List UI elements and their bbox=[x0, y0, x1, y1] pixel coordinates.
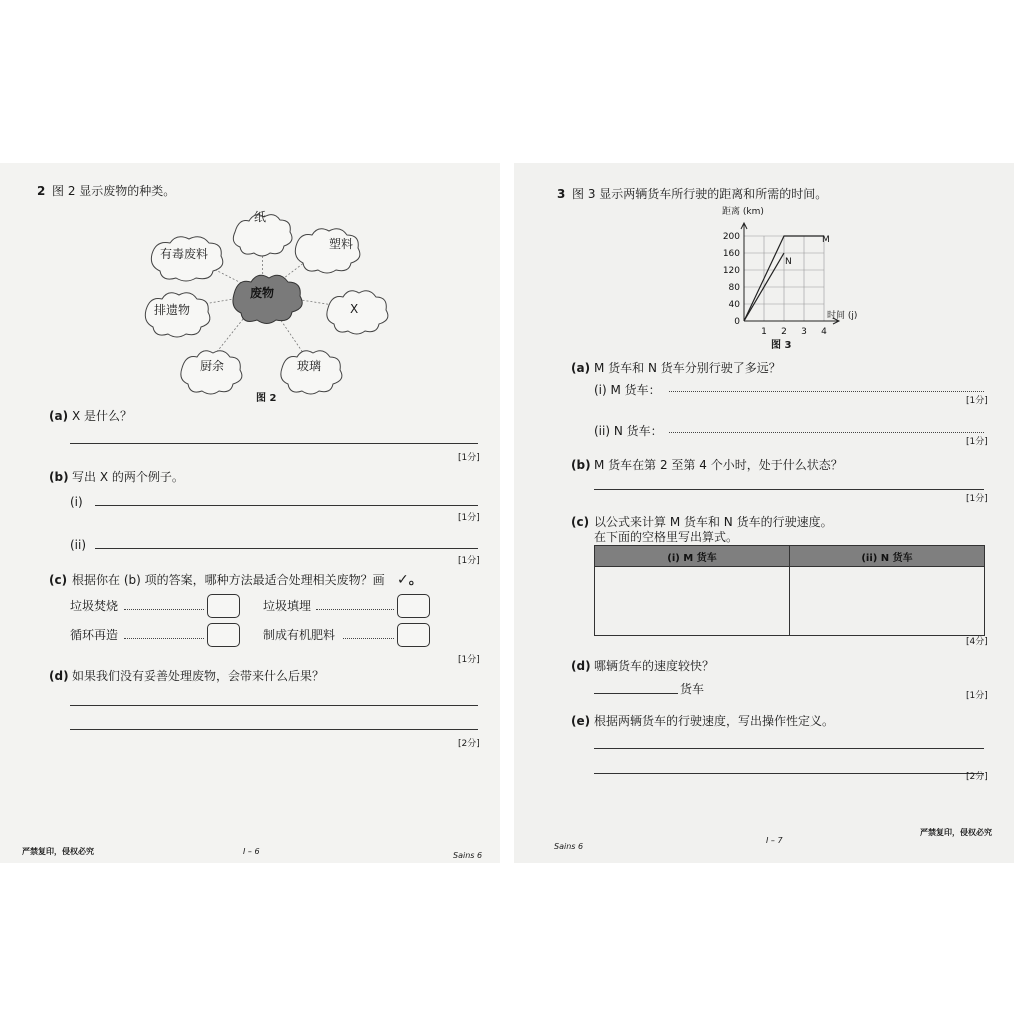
node-center-waste: 废物 bbox=[250, 286, 275, 300]
answer-line-d-1[interactable] bbox=[70, 705, 478, 706]
marks-a-ii: [1分] bbox=[966, 437, 988, 447]
part-c-text-1: 以公式来计算 M 货车和 N 货车的行驶速度。 bbox=[594, 515, 833, 529]
part-d-text: 如果我们没有妥善处理废物，会带来什么后果？ bbox=[72, 669, 325, 683]
part-a-label: (a) bbox=[571, 361, 591, 375]
part-d-label: (d) bbox=[49, 669, 69, 683]
answer-line-a-ii[interactable] bbox=[669, 432, 984, 433]
part-c-text: 根据你在 (b) 项的答案，哪种方法最适合处理相关废物？画 bbox=[72, 573, 385, 587]
footer-page-number: I – 6 bbox=[243, 847, 260, 856]
series-label-m: M bbox=[822, 235, 830, 246]
y-tick-label: 120 bbox=[722, 266, 740, 276]
answer-line-a-i[interactable] bbox=[669, 391, 984, 392]
x-tick-label: 1 bbox=[761, 327, 767, 337]
speed-calculation-table bbox=[594, 545, 985, 636]
x-tick-label: 2 bbox=[781, 327, 787, 337]
question-number: 3 bbox=[557, 187, 566, 201]
option-compost: 制成有机肥料 bbox=[263, 628, 336, 642]
node-excrement: 排遗物 bbox=[154, 303, 191, 317]
footer-subject: Sains 6 bbox=[453, 851, 483, 860]
answer-line-b[interactable] bbox=[594, 489, 984, 490]
part-e-label: (e) bbox=[571, 714, 591, 728]
dots bbox=[316, 609, 394, 610]
y-tick-label: 160 bbox=[722, 249, 740, 259]
part-d-label: (d) bbox=[571, 659, 591, 673]
answer-cell-m[interactable] bbox=[595, 567, 790, 636]
node-plastic: 塑料 bbox=[329, 237, 354, 251]
part-a-label: (a) bbox=[49, 409, 69, 423]
y-tick-label: 80 bbox=[728, 283, 740, 293]
part-a-text: M 货车和 N 货车分别行驶了多远？ bbox=[594, 361, 781, 375]
answer-line-d-2[interactable] bbox=[70, 729, 478, 730]
part-b-label: (b) bbox=[49, 470, 69, 484]
marks-a: [1分] bbox=[458, 453, 480, 463]
answer-line-b-ii[interactable] bbox=[95, 548, 478, 549]
footer-copyright: 严禁复印，侵权必究 bbox=[22, 847, 94, 856]
part-d-suffix: 货车 bbox=[680, 682, 705, 696]
marks-c: [4分] bbox=[966, 637, 988, 647]
y-tick-label: 40 bbox=[728, 300, 740, 310]
part-b-text: 写出 X 的两个例子。 bbox=[72, 470, 184, 484]
answer-blank-d[interactable] bbox=[594, 693, 678, 694]
part-a-ii-label: (ii) N 货车： bbox=[594, 424, 663, 438]
x-tick-label: 4 bbox=[821, 327, 827, 337]
figure-caption: 图 2 bbox=[256, 393, 277, 404]
part-b-text: M 货车在第 2 至第 4 个小时，处于什么状态？ bbox=[594, 458, 843, 472]
chart-ylabel: 距离 (km) bbox=[722, 207, 764, 217]
option-incineration: 垃圾焚烧 bbox=[70, 599, 119, 613]
marks-b-ii: [1分] bbox=[458, 556, 480, 566]
checkbox-landfill[interactable] bbox=[397, 594, 430, 618]
check-mark: ✓。 bbox=[397, 572, 423, 588]
checkbox-compost[interactable] bbox=[397, 623, 430, 647]
marks-c: [1分] bbox=[458, 655, 480, 665]
dots bbox=[124, 609, 204, 610]
part-a-text: X 是什么？ bbox=[72, 409, 133, 423]
option-recycle: 循环再造 bbox=[70, 628, 119, 642]
part-d-text: 哪辆货车的速度较快？ bbox=[594, 659, 715, 673]
marks-b-i: [1分] bbox=[458, 513, 480, 523]
node-food-waste: 厨余 bbox=[200, 359, 225, 373]
chart-caption: 图 3 bbox=[771, 340, 792, 351]
part-b-label: (b) bbox=[571, 458, 591, 472]
right-page bbox=[514, 163, 1014, 863]
checkbox-incineration[interactable] bbox=[207, 594, 240, 618]
column-m-truck: (i) M 货车 bbox=[595, 546, 790, 567]
question-number: 2 bbox=[37, 184, 46, 198]
part-c-label: (c) bbox=[571, 515, 590, 529]
dots bbox=[343, 638, 394, 639]
node-x: X bbox=[350, 302, 359, 316]
node-glass: 玻璃 bbox=[297, 359, 322, 373]
part-b-ii-label: (ii) bbox=[70, 538, 87, 552]
node-toxic-waste: 有毒废料 bbox=[160, 247, 209, 261]
answer-line-e-2[interactable] bbox=[594, 773, 984, 774]
chart-xlabel: 时间 (j) bbox=[827, 311, 858, 321]
checkbox-recycle[interactable] bbox=[207, 623, 240, 647]
footer-subject: Sains 6 bbox=[554, 842, 584, 851]
series-label-n: N bbox=[785, 257, 792, 267]
footer-page-number: I – 7 bbox=[766, 836, 783, 845]
answer-line-e-1[interactable] bbox=[594, 748, 984, 749]
left-page bbox=[0, 163, 500, 863]
part-a-i-label: (i) M 货车： bbox=[594, 383, 661, 397]
x-tick-label: 3 bbox=[801, 327, 807, 337]
part-c-text-2: 在下面的空格里写出算式。 bbox=[594, 530, 739, 544]
part-e-text: 根据两辆货车的行驶速度，写出操作性定义。 bbox=[594, 714, 835, 728]
footer-copyright: 严禁复印，侵权必究 bbox=[920, 828, 992, 837]
marks-a-i: [1分] bbox=[966, 396, 988, 406]
marks-d: [2分] bbox=[458, 739, 480, 749]
distance-time-chart bbox=[709, 218, 909, 338]
option-landfill: 垃圾填埋 bbox=[263, 599, 312, 613]
part-c-label: (c) bbox=[49, 573, 68, 587]
node-paper: 纸 bbox=[254, 210, 267, 224]
question-text: 图 2 显示废物的种类。 bbox=[52, 184, 176, 198]
marks-b: [1分] bbox=[966, 494, 988, 504]
marks-e: [2分] bbox=[966, 772, 988, 782]
dots bbox=[124, 638, 204, 639]
answer-line-b-i[interactable] bbox=[95, 505, 478, 506]
answer-line-a[interactable] bbox=[70, 443, 478, 444]
question-text: 图 3 显示两辆货车所行驶的距离和所需的时间。 bbox=[572, 187, 828, 201]
column-n-truck: (ii) N 货车 bbox=[790, 546, 985, 567]
answer-cell-n[interactable] bbox=[790, 567, 985, 636]
y-tick-label: 200 bbox=[722, 232, 740, 242]
marks-d: [1分] bbox=[966, 691, 988, 701]
part-b-i-label: (i) bbox=[70, 495, 83, 509]
y-tick-label: 0 bbox=[734, 317, 740, 327]
